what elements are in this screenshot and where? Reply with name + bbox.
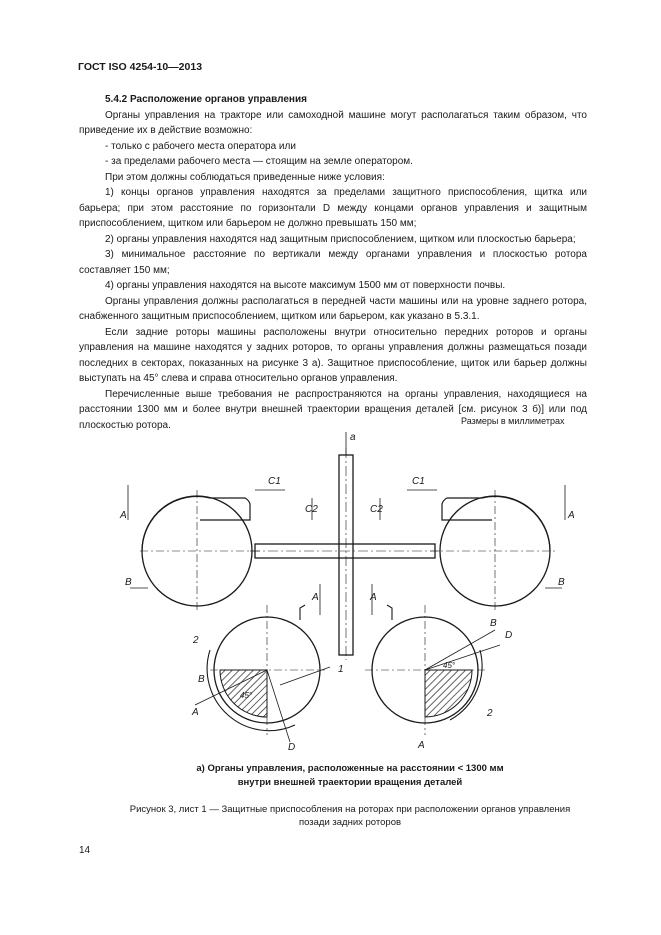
label-D-right: D — [505, 630, 513, 641]
figure-drawing — [100, 420, 590, 760]
paragraph: 4) органы управления находятся на высоте максимум 1500 мм от поверхности почвы. — [105, 280, 506, 291]
label-A-rear-right: A — [418, 740, 425, 751]
label-B-rear-right: B — [490, 618, 497, 629]
subcaption-line: внутри внешней траектории вращения деталей — [237, 777, 463, 788]
section-text — [79, 92, 587, 433]
hatched-sector-right — [425, 670, 472, 717]
page-number: 14 — [79, 845, 91, 856]
label-A-rear-left: A — [192, 707, 199, 718]
paragraph: При этом должны соблюдаться приведенные ниже условия: — [105, 171, 385, 183]
section-heading: 5.4.2 Расположение органов управления — [105, 94, 307, 105]
label-1: 1 — [338, 664, 344, 675]
paragraph: Перечисленные выше требования не распространяются на органы управления, находящиеся на расстоянии 1300 мм и более внутри внешней траектории вращения деталей [см. рисунок 3 б)] или под плоскостью ротора. — [79, 388, 587, 431]
label-A-center-left: A — [312, 592, 319, 603]
paragraph: 1) концы органов управления находятся за пределами защитного приспособления, щитка или барьера; при этом расстояние по горизонтали D между концами органов управления и защитным приспособлением, щитком или барьером не должно превышать 150 мм; — [79, 187, 587, 229]
label-B-rear-left: B — [198, 674, 205, 685]
label-C2-left: C2 — [305, 504, 318, 515]
paragraph: Если задние роторы машины расположены внутри относительно передних роторов и органы управления на машине находятся у задних роторов, то органы управления должны размещаться позади последних в секторах, показанных на рисунке 3 а). Защитное приспособление, щиток или барьер должны выступать на 45° слева и справа относительно органов управления. — [79, 326, 587, 384]
figure-caption — [100, 803, 600, 829]
label-45-left: 45° — [240, 691, 253, 700]
label-B-left: B — [125, 577, 132, 588]
paragraph: 3) минимальное расстояние по вертикали между органами управления и плоскостью ротора составляет 150 мм; — [79, 249, 587, 276]
label-A-right: A — [568, 510, 575, 521]
label-A-center-right: A — [370, 592, 377, 603]
label-A-left: A — [120, 510, 127, 521]
paragraph: Органы управления должны располагаться в передней части машины или на уровне заднего ротора, снабженного защитным приспособлением, щитком или барьером, как указано в 5.3.1. — [79, 295, 587, 322]
label-2-left: 2 — [193, 635, 199, 646]
label-B-right: B — [558, 577, 565, 588]
label-45-right: 45° — [443, 661, 456, 670]
label-a: a — [350, 432, 356, 443]
document-header: ГОСТ ISO 4254-10—2013 — [78, 61, 203, 73]
label-C1-right: C1 — [412, 476, 425, 487]
paragraph: - за пределами рабочего места — стоящим на земле оператором. — [105, 156, 413, 167]
label-2-right: 2 — [487, 708, 493, 719]
units-note: Размеры в миллиметрах — [461, 416, 565, 426]
label-C2-right: C2 — [370, 504, 383, 515]
figure-subcaption — [160, 762, 540, 790]
paragraph: 2) органы управления находятся над защитным приспособлением, щитком или плоскостью барьера; — [105, 233, 576, 245]
subcaption-line: а) Органы управления, расположенные на расстоянии < 1300 мм — [196, 763, 504, 774]
label-C1-left: C1 — [268, 476, 281, 487]
caption-line: позади задних роторов — [298, 817, 402, 828]
label-D-left: D — [288, 742, 296, 753]
paragraph: - только с рабочего места оператора или — [105, 140, 296, 152]
caption-line: Рисунок 3, лист 1 — Защитные приспособления на роторах при расположении органов управления — [129, 804, 571, 815]
paragraph: Органы управления на тракторе или самоходной машине могут располагаться таким образом, что приведение их в действие возможно: — [79, 109, 587, 136]
